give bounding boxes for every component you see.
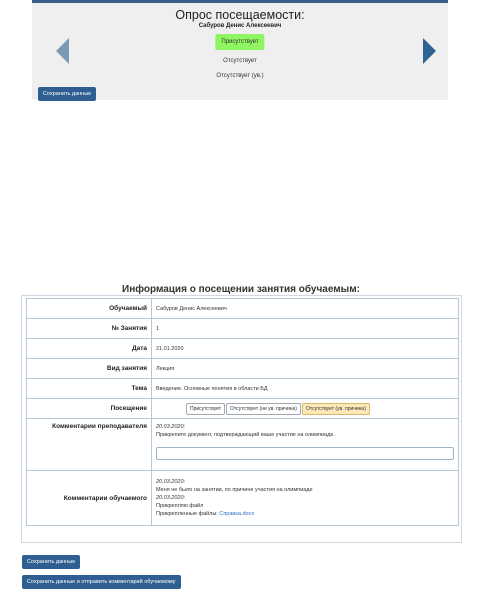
next-arrow-icon[interactable] [423,38,436,64]
teacher-comment-date: 20.03.2020: [156,424,186,430]
attendance-absent-unexcused-button[interactable]: Отсутствует (не ув. причина) [226,403,301,415]
student-label: Обучаемый [27,299,152,319]
attached-files-label: Прикрепленные файлы: [156,511,218,517]
attendance-button-group [156,403,454,415]
attendance-buttons [152,399,459,419]
student-comment-date-1: 20.03.2020: [156,479,186,485]
poll-save-button[interactable]: Сохранить данные [38,87,96,101]
option-present[interactable]: Присутствует [215,34,264,50]
table-row [27,471,459,526]
student-value: Сабуров Денис Алексеевич [152,299,459,319]
table-row [27,359,459,379]
attached-files [156,510,454,518]
teacher-comments-value [152,419,459,471]
info-panel [21,295,462,543]
info-table [26,298,459,526]
topic-value: Введение. Основные понятия в области БД [152,379,459,399]
table-row [27,339,459,359]
student-comment-date-2: 20.03.2020: [156,495,186,501]
lesson-number-value: 1 [152,319,459,339]
teacher-comment-text: Прикрепите документ, подтверждающий ваше участие на олимпиаде. [156,432,335,438]
lesson-type-label: Вид занятия [27,359,152,379]
teacher-comment-input[interactable] [156,447,454,460]
save-and-send-button[interactable]: Сохранить данные и отправить комментарий обучаемому [22,575,181,589]
table-row [27,419,459,471]
table-row [27,399,459,419]
topic-label: Тема [27,379,152,399]
table-row [27,379,459,399]
attendance-poll-panel [32,0,448,100]
poll-title: Опрос посещаемости: [175,8,305,22]
attendance-label: Посещение [27,399,152,419]
previous-arrow-icon[interactable] [56,38,69,64]
student-comment-text-1: Меня не было на занятии, по причине участия на олимпиаде [156,487,313,493]
poll-student-name: Сабуров Денис Алексеевич [198,23,282,29]
attendance-absent-excused-button[interactable]: Отсутствует (ув. причина) [302,403,370,415]
option-absent[interactable]: Отсутствует [223,58,257,64]
table-row [27,319,459,339]
lesson-number-label: № Занятия [27,319,152,339]
attached-file-link[interactable]: Справка.docx [219,511,255,517]
date-label: Дата [27,339,152,359]
student-comments-value [152,471,459,526]
date-value: 21.01.2020 [152,339,459,359]
student-comment-text-2: Прикрепляю файл [156,503,204,509]
student-comments-label: Комментарии обучаемого [27,471,152,526]
lesson-type-value: Лекция [152,359,459,379]
info-section-title: Информация о посещении занятия обучаемым: [122,284,360,295]
option-absent-valid[interactable]: Отсутствует (ув.) [216,73,264,79]
save-button[interactable]: Сохранить данные [22,555,80,569]
table-row [27,299,459,319]
attendance-present-button[interactable]: Присутствует [186,403,225,415]
teacher-comments-label: Комментарии преподавателя [27,419,152,471]
